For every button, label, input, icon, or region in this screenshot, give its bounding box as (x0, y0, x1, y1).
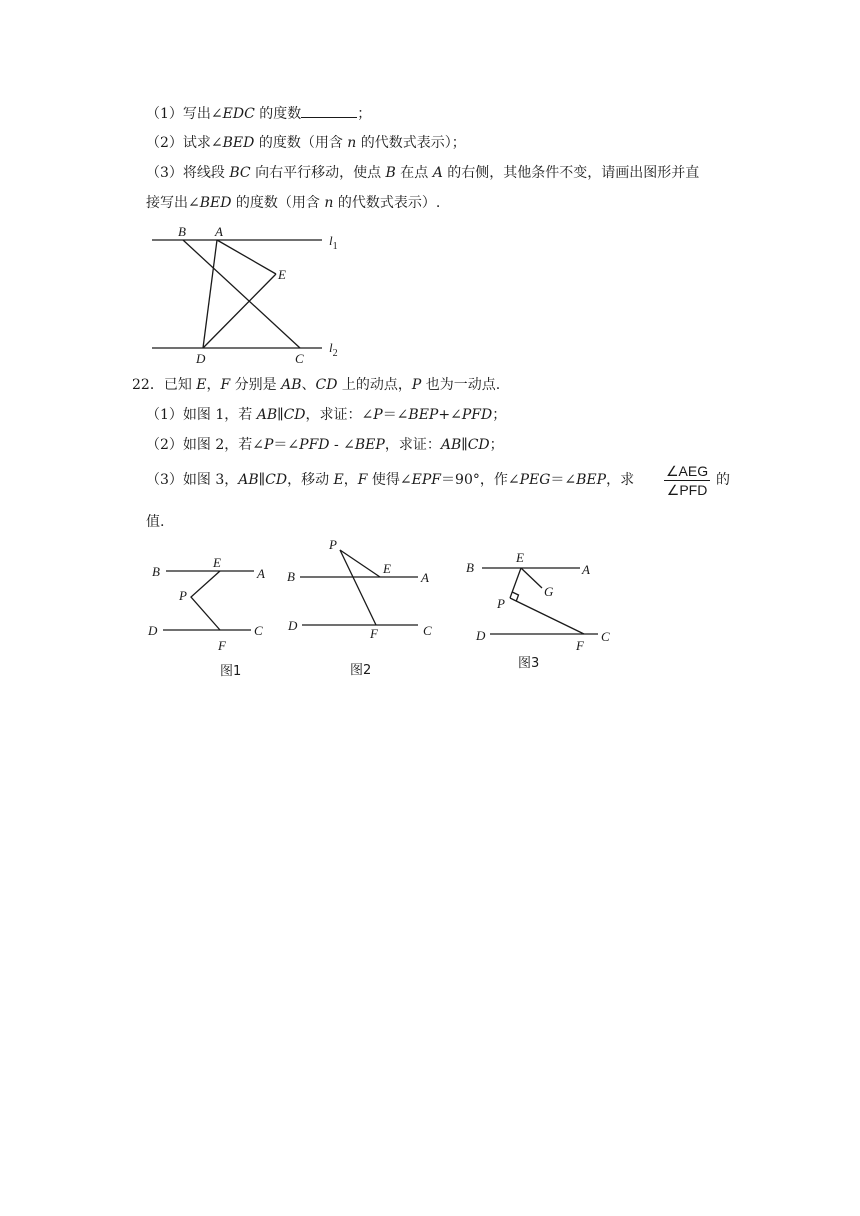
segment-PF (510, 598, 584, 634)
label-P: P (179, 588, 187, 603)
label-A: A (215, 224, 223, 239)
q21-part3: （3）将线段 BC 向右平行移动，使点 B 在点 A 的右侧，其他条件不变，请画出图形并直 (146, 165, 700, 181)
label-C: C (295, 351, 304, 366)
caption-fig2: 图2 (350, 663, 372, 678)
label-D: D (148, 623, 158, 638)
caption-fig3: 图3 (518, 656, 540, 671)
label-B: B (466, 560, 474, 575)
label-E: E (383, 561, 391, 576)
fraction-numerator: ∠AEG (666, 463, 709, 479)
label-F: F (370, 626, 378, 641)
label-C: C (254, 623, 263, 638)
label-l2: $l_2$ (329, 340, 338, 359)
label-l1: $l_1$ (329, 233, 338, 252)
label-A: A (582, 562, 590, 577)
label-F: F (218, 638, 226, 653)
label-F: F (576, 638, 584, 653)
label-P: P (329, 537, 337, 552)
caption-fig1: 图1 (220, 664, 242, 679)
fraction-denominator: ∠PFD (666, 482, 708, 498)
label-C: C (423, 623, 432, 638)
q22-part1: （1）如图 1，若 AB∥CD，求证：∠P＝∠BEP+∠PFD； (146, 407, 507, 423)
label-E: E (516, 550, 524, 565)
label-A: A (257, 566, 265, 581)
label-D: D (196, 351, 206, 366)
label-B: B (287, 569, 295, 584)
q22-part3-tail: 的 (716, 472, 730, 488)
q22-part3: （3）如图 3，AB∥CD，移动 E，F 使得∠EPF＝90°，作∠PEG＝∠BEP，求 (146, 472, 635, 488)
segment-EG (521, 568, 542, 588)
label-D: D (288, 618, 298, 633)
q22-part3-cont: 值. (146, 514, 165, 530)
q21-part2: （2）试求∠BED 的度数（用含 n 的代数式表示）； (146, 135, 466, 151)
label-P: P (497, 596, 505, 611)
label-E: E (213, 555, 221, 570)
q22-part2: （2）如图 2，若∠P＝∠PFD - ∠BEP，求证：AB∥CD； (146, 437, 504, 453)
label-D: D (476, 628, 486, 643)
label-E: E (278, 267, 286, 282)
q21-part1: （1）写出∠EDC 的度数 ； (146, 103, 371, 124)
q22-stem: 22．已知 E，F 分别是 AB、CD 上的动点，P 也为一动点. (132, 377, 501, 393)
label-B: B (152, 564, 160, 579)
label-A: A (421, 570, 429, 585)
label-G: G (544, 584, 554, 599)
label-C: C (601, 629, 610, 644)
label-B: B (178, 224, 186, 239)
q21-part3-cont: 接写出∠BED 的度数（用含 n 的代数式表示）. (146, 195, 441, 211)
